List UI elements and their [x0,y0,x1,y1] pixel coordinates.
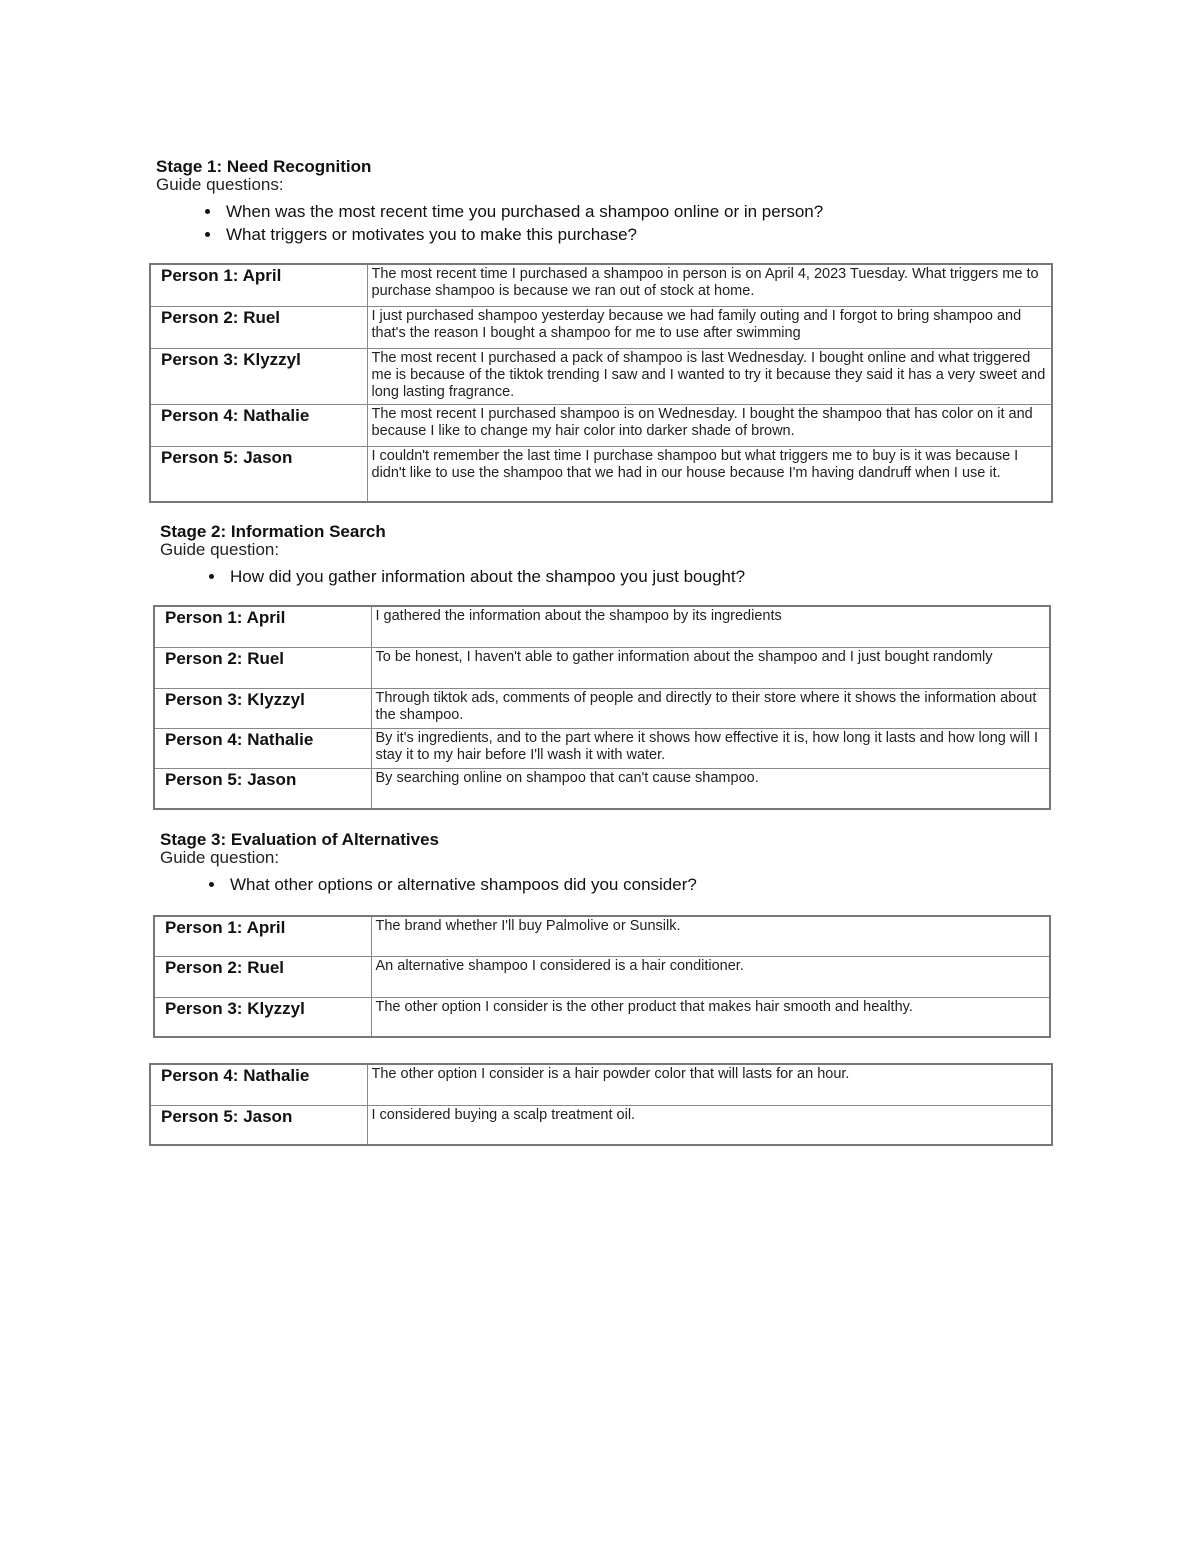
person-name: Person 4: Nathalie [154,728,371,768]
table-row [150,404,1052,446]
list-item: • When was the most recent time you purchased a shampoo online or in person? [222,200,1056,223]
table-row [154,728,1050,768]
stage3-header [160,830,1060,896]
person-name: Person 5: Jason [154,768,371,809]
person-answer: An alternative shampoo I considered is a hair conditioner. [371,956,1050,997]
table-row [150,264,1052,306]
person-answer: The other option I consider is a hair powder color that will lasts for an hour. [367,1064,1052,1105]
stage3-title: Stage 3: Evaluation of Alternatives [160,830,439,849]
person-answer: Through tiktok ads, comments of people and directly to their store where it shows the information about the shampoo. [371,688,1050,728]
stage1-header [156,157,1056,246]
person-answer: The brand whether I'll buy Palmolive or Sunsilk. [371,916,1050,956]
person-answer: I just purchased shampoo yesterday because we had family outing and I forgot to bring shampoo and that's the reason I bought a shampoo for me to use after swimming [367,306,1052,348]
person-name: Person 4: Nathalie [150,1064,367,1105]
table-row [154,688,1050,728]
person-name: Person 2: Ruel [154,647,371,688]
person-name: Person 1: April [150,264,367,306]
stage1-title: Stage 1: Need Recognition [156,157,372,176]
table-row [150,1105,1052,1145]
list-item: • How did you gather information about the shampoo you just bought? [226,565,1060,588]
person-answer: To be honest, I haven't able to gather information about the shampoo and I just bought randomly [371,647,1050,688]
list-item: • What other options or alternative shampoos did you consider? [226,873,1060,896]
stage1-table [149,263,1053,503]
person-name: Person 5: Jason [150,446,367,502]
table-row [154,606,1050,647]
person-answer: The most recent I purchased a pack of shampoo is last Wednesday. I bought online and what triggered me is because of the tiktok trending I saw and I wanted to try it because they said it has a very sweet and long lasting fragrance. [367,348,1052,404]
person-answer: By it's ingredients, and to the part where it shows how effective it is, how long it lasts and how long will I stay it to my hair before I'll wash it with water. [371,728,1050,768]
stage2-question-list [160,565,1060,588]
person-name: Person 4: Nathalie [150,404,367,446]
stage3-table-b [149,1063,1053,1146]
stage3-question-list [160,873,1060,896]
table-row [154,647,1050,688]
person-answer: By searching online on shampoo that can't cause shampoo. [371,768,1050,809]
person-name: Person 5: Jason [150,1105,367,1145]
person-answer: I considered buying a scalp treatment oil. [367,1105,1052,1145]
table-row [150,348,1052,404]
table-row [154,916,1050,956]
person-answer: The most recent I purchased shampoo is on Wednesday. I bought the shampoo that has color on it and because I like to change my hair color into darker shade of brown. [367,404,1052,446]
stage2-table [153,605,1051,810]
stage1-question-list [156,200,1056,246]
stage2-header [160,522,1060,588]
person-name: Person 1: April [154,606,371,647]
table-row [150,446,1052,502]
person-name: Person 2: Ruel [154,956,371,997]
person-name: Person 2: Ruel [150,306,367,348]
stage2-title: Stage 2: Information Search [160,522,386,541]
table-row [154,997,1050,1037]
stage1-guide-label: Guide questions: [156,175,284,194]
list-item: • What triggers or motivates you to make this purchase? [222,223,1056,246]
stage2-guide-label: Guide question: [160,540,280,559]
person-name: Person 3: Klyzzyl [150,348,367,404]
person-answer: The most recent time I purchased a shampoo in person is on April 4, 2023 Tuesday. What triggers me to purchase shampoo is because we ran out of stock at home. [367,264,1052,306]
table-row [154,956,1050,997]
stage3-guide-label: Guide question: [160,848,280,867]
person-name: Person 1: April [154,916,371,956]
person-answer: I gathered the information about the shampoo by its ingredients [371,606,1050,647]
table-row [150,306,1052,348]
person-answer: The other option I consider is the other product that makes hair smooth and healthy. [371,997,1050,1037]
table-row [150,1064,1052,1105]
table-row [154,768,1050,809]
person-answer: I couldn't remember the last time I purchase shampoo but what triggers me to buy is it was because I didn't like to use the shampoo that we had in our house because I'm having dandruff when I use it. [367,446,1052,502]
stage3-table-a [153,915,1051,1038]
person-name: Person 3: Klyzzyl [154,997,371,1037]
person-name: Person 3: Klyzzyl [154,688,371,728]
